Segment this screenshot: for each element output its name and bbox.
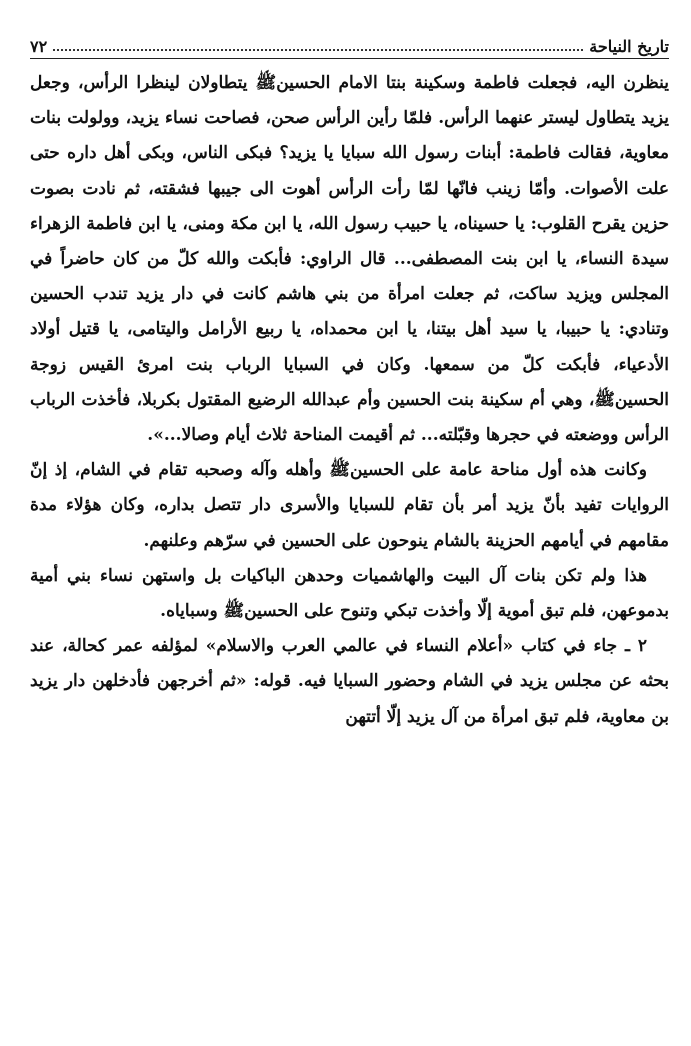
running-header	[30, 30, 669, 56]
paragraph-citation-2: ٢ ـ جاء في كتاب «أعلام النساء في عالمي العرب والاسلام» لمؤلفه عمر كحالة، عند بحثه عن مجلس يزيد في الشام وحضور السبايا فيه. قوله: «ثم أخرجهن فأدخلهن دار يزيد بن معاوية، فلم تبق امرأة من آل يزيد إلّا أتتهن	[30, 636, 669, 727]
paragraph-hashemite-women: هذا ولم تكن بنات آل البيت والهاشميات وحدهن الباكيات بل واستهن نساء بني أمية بدموعهن، فلم تبق أموية إلّا وأخذت تبكي وتنوح على الحسينﷺ وسباياه.	[30, 565, 669, 622]
running-title: تاريخ النياحة	[589, 37, 669, 56]
dot-leader	[53, 49, 583, 51]
paragraph-quotation: ينظرن اليه، فجعلت فاطمة وسكينة بنتا الامام الحسينﷺ يتطاولان لينظرا الرأس، وجعل يزيد يتطاول ليستر عنهما الرأس. فلمّا رأين الرأس صحن، فصاحت نساء يزيد، وولولت بنات معاوية، فقالت فاطمة: أبنات رسول الله سبايا يا يزيد؟ فبكى الناس، وبكى أهل داره حتى علت الأصوات. وأمّا زينب فانّها لمّا رأت الرأس أهوت الى جيبها فشقته، ثم نادت بصوت حزين يقرح القلوب: يا حسيناه، يا حبيب رسول الله، يا ابن مكة ومنى، يا ابن فاطمة الزهراء سيدة النساء، يا ابن بنت المصطفى... قال الراوي: فأبكت والله كلّ من كان حاضراً في المجلس ويزيد ساكت، ثم جعلت امرأة من بني هاشم كانت في دار يزيد تندب الحسين وتنادي: يا حبيبا، يا سيد أهل بيتنا، يا ابن محمداه، يا ربيع الأرامل واليتامى، يا قتيل أولاد الأدعياء، فأبكت كلّ من سمعها. وكان في السبايا الرباب بنت امرئ القيس زوجة الحسينﷺ، وهي أم سكينة بنت الحسين وأم عبدالله الرضيع المقتول بكربلا، فأخذت الرباب الرأس ووضعته في حجرها وقبّلته... ثم أقيمت المناحة ثلاث أيام وصالا...».	[30, 73, 669, 446]
paragraph-first-mourning: وكانت هذه أول مناحة عامة على الحسينﷺ وأهله وآله وصحبه تقام في الشام، إذ إنّ الروايات تفيد بأنّ يزيد أمر بأن تقام للسبايا والأسرى دار تتصل بداره، وكان هؤلاء مدة مقامهم في أيامهم الحزينة بالشام ينوحون على الحسين في سرّهم وعلنهم.	[30, 460, 669, 551]
header-rule	[30, 58, 669, 59]
body-text	[30, 66, 669, 735]
page-number: ٧٢	[30, 37, 48, 56]
